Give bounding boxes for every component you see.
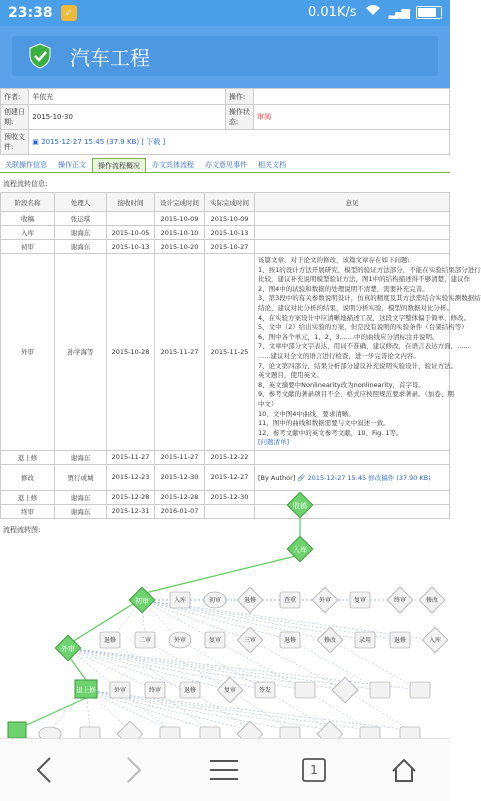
wifi-icon — [365, 4, 381, 20]
meta-row — [1, 105, 450, 130]
cell-remark — [255, 226, 450, 240]
node-label: 复审 — [223, 687, 237, 694]
tab-related-info[interactable]: 关联操作信息 — [5, 161, 47, 169]
status-bar — [0, 0, 450, 26]
node-label: 查重 — [283, 597, 297, 604]
node-label: 退修 — [243, 597, 257, 604]
cell-stage: 修改 — [1, 464, 55, 490]
process-table — [0, 192, 481, 519]
tab-body[interactable]: 操作正文 — [58, 161, 86, 169]
cell-actual: 2015-12-30 — [205, 490, 255, 504]
status-indicators — [308, 4, 442, 20]
cell-person: 谢海东 — [55, 240, 107, 254]
node-label: 初审 — [135, 597, 149, 605]
remark-line: 2、图4中的试验和数据的处理说明不清楚，需要补充完善。 — [258, 284, 429, 293]
cell-plan: 2015-10-20 — [155, 240, 205, 254]
meta-value: 2015-10-30 — [29, 105, 226, 130]
node-label: 二审 — [138, 637, 152, 644]
node-label: 外审 — [61, 645, 75, 653]
node-label: 终审 — [393, 597, 407, 604]
cell-actual: 2015-12-22 — [205, 450, 255, 464]
status-value: 审阅 — [254, 105, 450, 130]
file-link[interactable]: 2015-12-27 15:45 (37.9 KB) — [41, 138, 140, 146]
cell-remark — [255, 450, 450, 464]
remark-line: 6、图中各个单元，1、2、3.......中的曲线应分清标注并说明。 — [258, 332, 439, 341]
cell-person: 孙学海等 — [55, 254, 107, 451]
cell-stage: 初审 — [1, 240, 55, 254]
table-row — [1, 464, 450, 490]
battery-icon — [416, 6, 442, 19]
meta-row — [1, 89, 450, 105]
remark-line: 英文题目，使用英文。 — [258, 371, 323, 380]
cell-actual: 2015-10-13 — [205, 226, 255, 240]
node-label: 三审 — [243, 637, 257, 644]
cell-recv: 2015-11-27 — [107, 450, 155, 464]
remark-line: 5、文中（2）给出实验的方案，但是没有说明的实验条件（台架结构等） — [258, 323, 468, 332]
node-label: 初审 — [208, 597, 222, 604]
meta-label: 预收文件: — [1, 130, 29, 155]
cell-person: 张运琪 — [55, 212, 107, 226]
remark-line: 11、图中的曲线和数据需要与文中叙述一致。 — [258, 419, 390, 428]
cell-stage: 退上修 — [1, 490, 55, 504]
node-label: 入库 — [293, 546, 307, 554]
workflow-diagram — [0, 490, 450, 738]
column-header: 处理人 — [55, 193, 107, 212]
table-row — [1, 450, 450, 464]
table-row — [1, 254, 450, 451]
cell-actual: 2015-11-25 — [205, 254, 255, 451]
cell-person: 谢海东 — [55, 490, 107, 504]
cell-plan: 2015-11-27 — [155, 254, 205, 451]
meta-row — [1, 130, 450, 155]
cell-plan: 2016-01-07 — [155, 504, 205, 518]
node-label: 终审 — [148, 687, 162, 694]
cell-recv: 2015-10-13 — [107, 240, 155, 254]
cell-stage: 外审 — [1, 254, 55, 451]
tabs-button[interactable] — [294, 753, 334, 787]
net-speed: 0.01K/s — [307, 4, 357, 20]
menu-icon[interactable] — [204, 753, 244, 787]
cell-remark — [255, 240, 450, 254]
column-header: 实际完成时间 — [205, 193, 255, 212]
tab-bar — [0, 158, 450, 173]
remark-line: 10、文中图4中曲线，要求清晰。 — [258, 409, 355, 418]
forward-arrow-icon[interactable] — [114, 753, 154, 787]
meta-label: 操作: — [225, 89, 253, 105]
node-label: 签发 — [258, 687, 272, 694]
table-row — [1, 240, 450, 254]
column-header: 意见 — [255, 193, 450, 212]
remark-line: 9、参考文献的著录项目不全，格式应按照规范要求著录。（加卷、期 — [258, 390, 454, 399]
cell-actual: 2015-10-27 — [205, 240, 255, 254]
flow-node[interactable] — [287, 536, 312, 561]
download-link[interactable]: [ 下载 ] — [141, 138, 166, 146]
node-label: 退修 — [103, 637, 117, 644]
attachment-icon: 🔗 — [297, 473, 306, 482]
cell-person: 谢海东 — [55, 504, 107, 518]
author-tag: [By Author] — [258, 473, 296, 482]
cell-remark-review — [255, 254, 481, 451]
flow-node[interactable] — [287, 492, 312, 517]
flow-node-current[interactable] — [8, 722, 26, 738]
cell-stage: 收稿 — [1, 212, 55, 226]
flow-node[interactable] — [75, 680, 97, 698]
node-label: 修改 — [425, 597, 439, 604]
table-row — [1, 226, 450, 240]
cell-remark-revision — [255, 464, 450, 490]
tab-process-overview[interactable]: 操作流程概况 — [92, 158, 146, 172]
revision-file-link[interactable]: 2015-12-27 15:45 修改稿件 (37.90 KB) — [307, 473, 431, 482]
app-header — [0, 26, 450, 88]
remark-line: 该篇文章，对于论文的修改，该篇文章存在如下问题: — [258, 256, 410, 264]
table-header-row — [1, 193, 450, 212]
node-label: 收稿 — [293, 502, 307, 510]
tab-related-docs[interactable]: 相关文档 — [258, 161, 286, 169]
remark-line: 8、英文摘要中Nonlinearity改为nonlinearity，首字母。 — [258, 380, 425, 389]
app-title-bar — [12, 36, 438, 76]
cell-recv: 2015-12-28 — [107, 490, 155, 504]
table-row — [1, 212, 450, 226]
cell-recv: 2015-10-05 — [107, 226, 155, 240]
node-label: 复审 — [208, 637, 222, 644]
column-header: 接收时间 — [107, 193, 155, 212]
signal-icon: ▂▄▆ — [388, 5, 408, 19]
cell-person: 谢海东 — [55, 450, 107, 464]
shield-check-icon — [28, 43, 52, 69]
remark-line: 3、第3段中的有关参数说明设计，仿真的精度及其方法需结合实验实测数据结 — [258, 294, 481, 303]
node-label: 退修 — [283, 637, 297, 644]
node-label: 入库 — [173, 597, 187, 604]
node-label: 入库 — [428, 637, 442, 644]
cell-recv — [107, 212, 155, 226]
cell-recv: 2015-12-31 — [107, 504, 155, 518]
column-header: 设计完成时间 — [155, 193, 205, 212]
status-time: 23:38 — [8, 5, 53, 21]
node-label: 退修 — [183, 687, 197, 694]
remark-line: 比较，建议补充说明模型验证方法，图1中的结构描述得不够清楚，建议作 — [258, 275, 471, 284]
cell-plan: 2015-10-10 — [155, 226, 205, 240]
cell-stage: 终审 — [1, 504, 55, 518]
remark-line: ......建议对全文的语言进行检查，进一步完善论文内容。 — [258, 351, 420, 360]
cell-recv: 2015-12-23 — [107, 464, 155, 490]
tab-process-detail[interactable]: 办文具体流程 — [152, 161, 194, 169]
meta-label: 作者: — [1, 89, 29, 105]
cell-recv: 2015-10-28 — [107, 254, 155, 451]
node-label: 录用 — [358, 637, 372, 644]
meta-value — [29, 130, 450, 155]
column-header: 阶段名称 — [1, 193, 55, 212]
home-icon[interactable] — [384, 753, 424, 787]
cell-plan: 2015-12-28 — [155, 490, 205, 504]
node-label: 外审 — [113, 687, 127, 694]
remark-line: 结论，建议对比分析的结果，说明分析实验，模型的数据对比分析。 — [258, 303, 453, 312]
node-label: 退修 — [393, 637, 407, 644]
remark-line: 中文） — [258, 399, 278, 408]
node-label: 外审 — [173, 637, 187, 644]
cell-remark — [255, 212, 450, 226]
app-notification-icon: ✓ — [61, 5, 77, 21]
tab-opinion-events[interactable]: 办文意见事件 — [205, 161, 247, 169]
web-content — [0, 88, 481, 738]
cell-person: 贾行成城 — [55, 464, 107, 490]
meta-label: 创建日期: — [1, 105, 29, 130]
back-arrow-icon[interactable] — [24, 753, 64, 787]
remark-line: 12、参考文献中的英文参考文献，10、Fig. 1等。 — [258, 428, 403, 437]
file-icon: ▣ — [32, 138, 39, 146]
remark-line: 7、文章中部分文字表达，用词不准确，建议修改，在语言表达方面，...... — [258, 342, 470, 351]
cell-actual: 2015-12-27 — [205, 464, 255, 490]
manuscript-meta-table — [0, 88, 450, 155]
cell-person: 谢海东 — [55, 226, 107, 240]
app-title: 汽车工程 — [70, 45, 150, 70]
issue-list-link[interactable]: [问题清单] — [258, 438, 290, 447]
meta-value — [254, 89, 450, 105]
meta-label: 操作状态: — [225, 105, 253, 130]
cell-plan: 2015-12-30 — [155, 464, 205, 490]
node-label: 外审 — [318, 597, 332, 604]
section-title-flow-info: 流程流转信息: — [3, 180, 48, 188]
meta-value: 羊依光 — [29, 89, 226, 105]
cell-plan: 2015-11-27 — [155, 450, 205, 464]
grey-node-labels-row3 — [114, 686, 271, 694]
tabs-count: 1 — [310, 763, 318, 777]
cell-stage: 退上修 — [1, 450, 55, 464]
cell-stage: 入库 — [1, 226, 55, 240]
node-label: 复审 — [353, 597, 367, 604]
cell-plan: 2015-10-09 — [155, 212, 205, 226]
node-label: 退上修 — [76, 686, 96, 694]
cell-actual: 2015-10-09 — [205, 212, 255, 226]
browser-nav-bar — [0, 738, 450, 801]
section-title-flow-chart: 流程流转图: — [3, 525, 41, 534]
remark-line: 7、论文第四部分，结果分析部分建议补充说明实验设计，验证方法。 — [258, 361, 458, 370]
node-label: 修改 — [323, 637, 337, 644]
remark-line: 1、按1的设计方法开展研究，模型的验证方法部分，不能在实验结果部分进行 — [258, 265, 481, 274]
remark-line: 4、在实验方案设计中应清晰地描述工况，这段文字整体偏于简单，修改。 — [258, 313, 471, 322]
